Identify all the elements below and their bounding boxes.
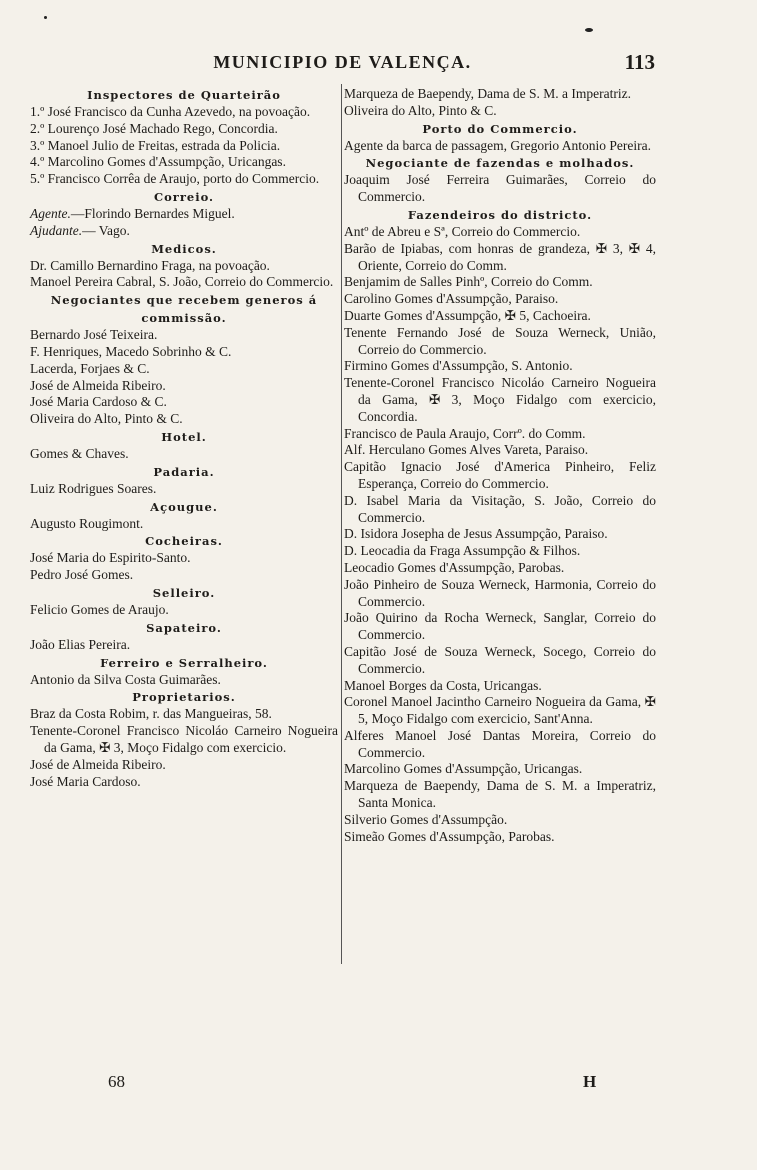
directory-entry: F. Henriques, Macedo Sobrinho & C.: [30, 343, 232, 359]
directory-entry: Tenente-Coronel Francisco Nicoláo Carneiro Nogueira da Gama, ✠ 3, Moço Fidalgo com exercicio, Concordia.: [344, 375, 656, 424]
directory-entry: Carolino Gomes d'Assumpção, Paraiso.: [344, 291, 559, 307]
directory-entry: João Elias Pereira.: [30, 636, 131, 652]
directory-entry: Agente da barca de passagem, Gregorio Antonio Pereira.: [344, 137, 652, 153]
directory-entry: 4.º Marcolino Gomes d'Assumpção, Uricangas.: [30, 154, 286, 170]
directory-entry: D. Leocadia da Fraga Assumpção & Filhos.: [344, 543, 581, 559]
directory-entry: Marqueza de Baependy, Dama de S. M. a Imperatriz, Santa Monica.: [344, 778, 656, 811]
directory-entry: Antonio da Silva Costa Guimarães.: [30, 671, 221, 687]
directory-entry: Luiz Rodrigues Soares.: [30, 480, 157, 496]
directory-entry: João Pinheiro de Souza Werneck, Harmonia, Correio do Commercio.: [344, 576, 656, 609]
section-heading-sapateiro: Sapateiro.: [146, 620, 222, 635]
directory-entry: Barão de Ipiabas, com honras de grandeza, ✠ 3, ✠ 4, Oriente, Correio do Comm.: [344, 240, 656, 273]
directory-entry: Alferes Manoel José Dantas Moreira, Correio do Commercio.: [344, 727, 656, 760]
directory-entry: [30, 206, 338, 223]
section-heading-selleiro: Selleiro.: [152, 585, 216, 600]
section-heading-proprietarios: Proprietarios.: [132, 690, 236, 705]
directory-entry: José Maria do Espirito-Santo.: [30, 550, 191, 566]
directory-entry: José Maria Cardoso & C.: [30, 394, 167, 410]
section-heading-porto-do-commercio: Porto do Commercio.: [422, 121, 578, 136]
page-number: 113: [624, 50, 655, 74]
directory-entry: Silverio Gomes d'Assumpção.: [344, 811, 508, 827]
entry-text: —Florindo Bernardes Miguel.: [70, 205, 235, 221]
section-heading-cocheiras: Cocheiras.: [145, 534, 223, 549]
directory-entry: Manoel Pereira Cabral, S. João, Correio do Commercio.: [30, 274, 334, 290]
directory-entry: Felicio Gomes de Araujo.: [30, 601, 169, 617]
page-title: MUNICIPIO DE VALENÇA.: [213, 52, 472, 72]
directory-entry: Duarte Gomes d'Assumpção, ✠ 5, Cachoeira.: [344, 307, 591, 323]
directory-entry: 1.º José Francisco da Cunha Azevedo, na povoação.: [30, 104, 311, 119]
section-heading-correio: Correio.: [153, 189, 215, 204]
directory-entry: [30, 223, 338, 240]
section-heading-hotel: Hotel.: [161, 429, 207, 444]
directory-entry: Antº de Abreu e Sª, Correio do Commercio.: [344, 223, 581, 239]
directory-entry: Dr. Camillo Bernardino Fraga, na povoação.: [30, 257, 270, 273]
column-divider: [341, 84, 342, 964]
ink-speck: [585, 28, 593, 32]
directory-entry: Simeão Gomes d'Assumpção, Parobas.: [344, 828, 555, 844]
directory-entry: Francisco de Paula Araujo, Corrº. do Comm.: [344, 425, 586, 441]
directory-entry: Tenente-Coronel Francisco Nicoláo Carneiro Nogueira da Gama, ✠ 3, Moço Fidalgo com exercicio.: [30, 723, 338, 755]
directory-entry: 2.º Lourenço José Machado Rego, Concordia.: [30, 120, 278, 136]
page-header: [30, 52, 655, 80]
directory-entry: Coronel Manoel Jacintho Carneiro Nogueira da Gama, ✠ 5, Moço Fidalgo com exercicio, Sant'Anna.: [344, 694, 656, 727]
directory-entry: Joaquim José Ferreira Guimarães, Correio do Commercio.: [344, 172, 656, 205]
directory-entry: D. Isabel Maria da Visitação, S. João, Correio do Commercio.: [344, 492, 656, 525]
entry-text: — Vago.: [82, 222, 130, 238]
directory-entry: Benjamim de Salles Pinhº, Correio do Comm.: [344, 274, 593, 290]
directory-entry: 5.º Francisco Corrêa de Araujo, porto do Commercio.: [30, 171, 320, 187]
directory-entry: Augusto Rougimont.: [30, 515, 144, 531]
directory-entry: D. Isidora Josepha de Jesus Assumpção, Paraiso.: [344, 526, 608, 542]
directory-entry: José de Almeida Ribeiro.: [30, 756, 166, 772]
directory-entry: José Maria Cardoso.: [30, 773, 141, 789]
directory-entry: José de Almeida Ribeiro.: [30, 377, 166, 393]
directory-entry: Firmino Gomes d'Assumpção, S. Antonio.: [344, 358, 573, 374]
directory-entry: Tenente Fernando José de Souza Werneck, União, Correio do Commercio.: [344, 324, 656, 357]
section-heading-negociantes-que-recebem-generos-a-commissao: Negociantes que recebem generos á commissão.: [50, 293, 318, 326]
directory-entry: Gomes & Chaves.: [30, 445, 129, 461]
directory-entry: 3.º Manoel Julio de Freitas, estrada da Policia.: [30, 137, 281, 153]
section-heading-fazendeiros-do-districto: Fazendeiros do districto.: [407, 207, 593, 222]
directory-entry: Lacerda, Forjaes & C.: [30, 360, 150, 376]
ink-speck: [44, 16, 47, 19]
right-column: [344, 86, 656, 845]
signature-mark-right: H: [583, 1072, 597, 1091]
section-heading-acougue: Açougue.: [150, 499, 218, 514]
directory-entry: Capitão José de Souza Werneck, Socego, Correio do Commercio.: [344, 643, 656, 676]
directory-entry: Bernardo José Teixeira.: [30, 327, 158, 343]
signature-mark-left: 68: [108, 1072, 125, 1091]
directory-entry: João Quirino da Rocha Werneck, Sanglar, Correio do Commercio.: [344, 610, 656, 643]
section-heading-padaria: Padaria.: [153, 464, 215, 479]
section-heading-negociante-de-fazendas-e-molhados: Negociante de fazendas e molhados.: [365, 156, 635, 171]
section-heading-ferreiro-e-serralheiro: Ferreiro e Serralheiro.: [100, 655, 268, 670]
section-heading-medicos: Medicos.: [151, 241, 217, 256]
directory-entry: Alf. Herculano Gomes Alves Vareta, Paraiso.: [344, 442, 589, 458]
directory-entry: Marqueza de Baependy, Dama de S. M. a Imperatriz.: [344, 86, 632, 101]
entry-label: Ajudante.: [30, 222, 83, 238]
directory-entry: Leocadio Gomes d'Assumpção, Parobas.: [344, 559, 565, 575]
directory-entry: Oliveira do Alto, Pinto & C.: [344, 102, 497, 118]
section-heading-inspectores-de-quarteirao: Inspectores de Quarteirão: [87, 88, 281, 102]
directory-entry: Oliveira do Alto, Pinto & C.: [30, 411, 183, 427]
directory-entry: Braz da Costa Robim, r. das Mangueiras, 58.: [30, 706, 272, 722]
directory-entry: Pedro José Gomes.: [30, 567, 134, 583]
directory-entry: Capitão Ignacio José d'America Pinheiro, Feliz Esperança, Correio do Commercio.: [344, 459, 656, 491]
entry-label: Agente.: [30, 205, 71, 221]
directory-entry: Manoel Borges da Costa, Uricangas.: [344, 677, 542, 693]
directory-entry: Marcolino Gomes d'Assumpção, Uricangas.: [344, 761, 583, 777]
left-column: [30, 86, 338, 790]
